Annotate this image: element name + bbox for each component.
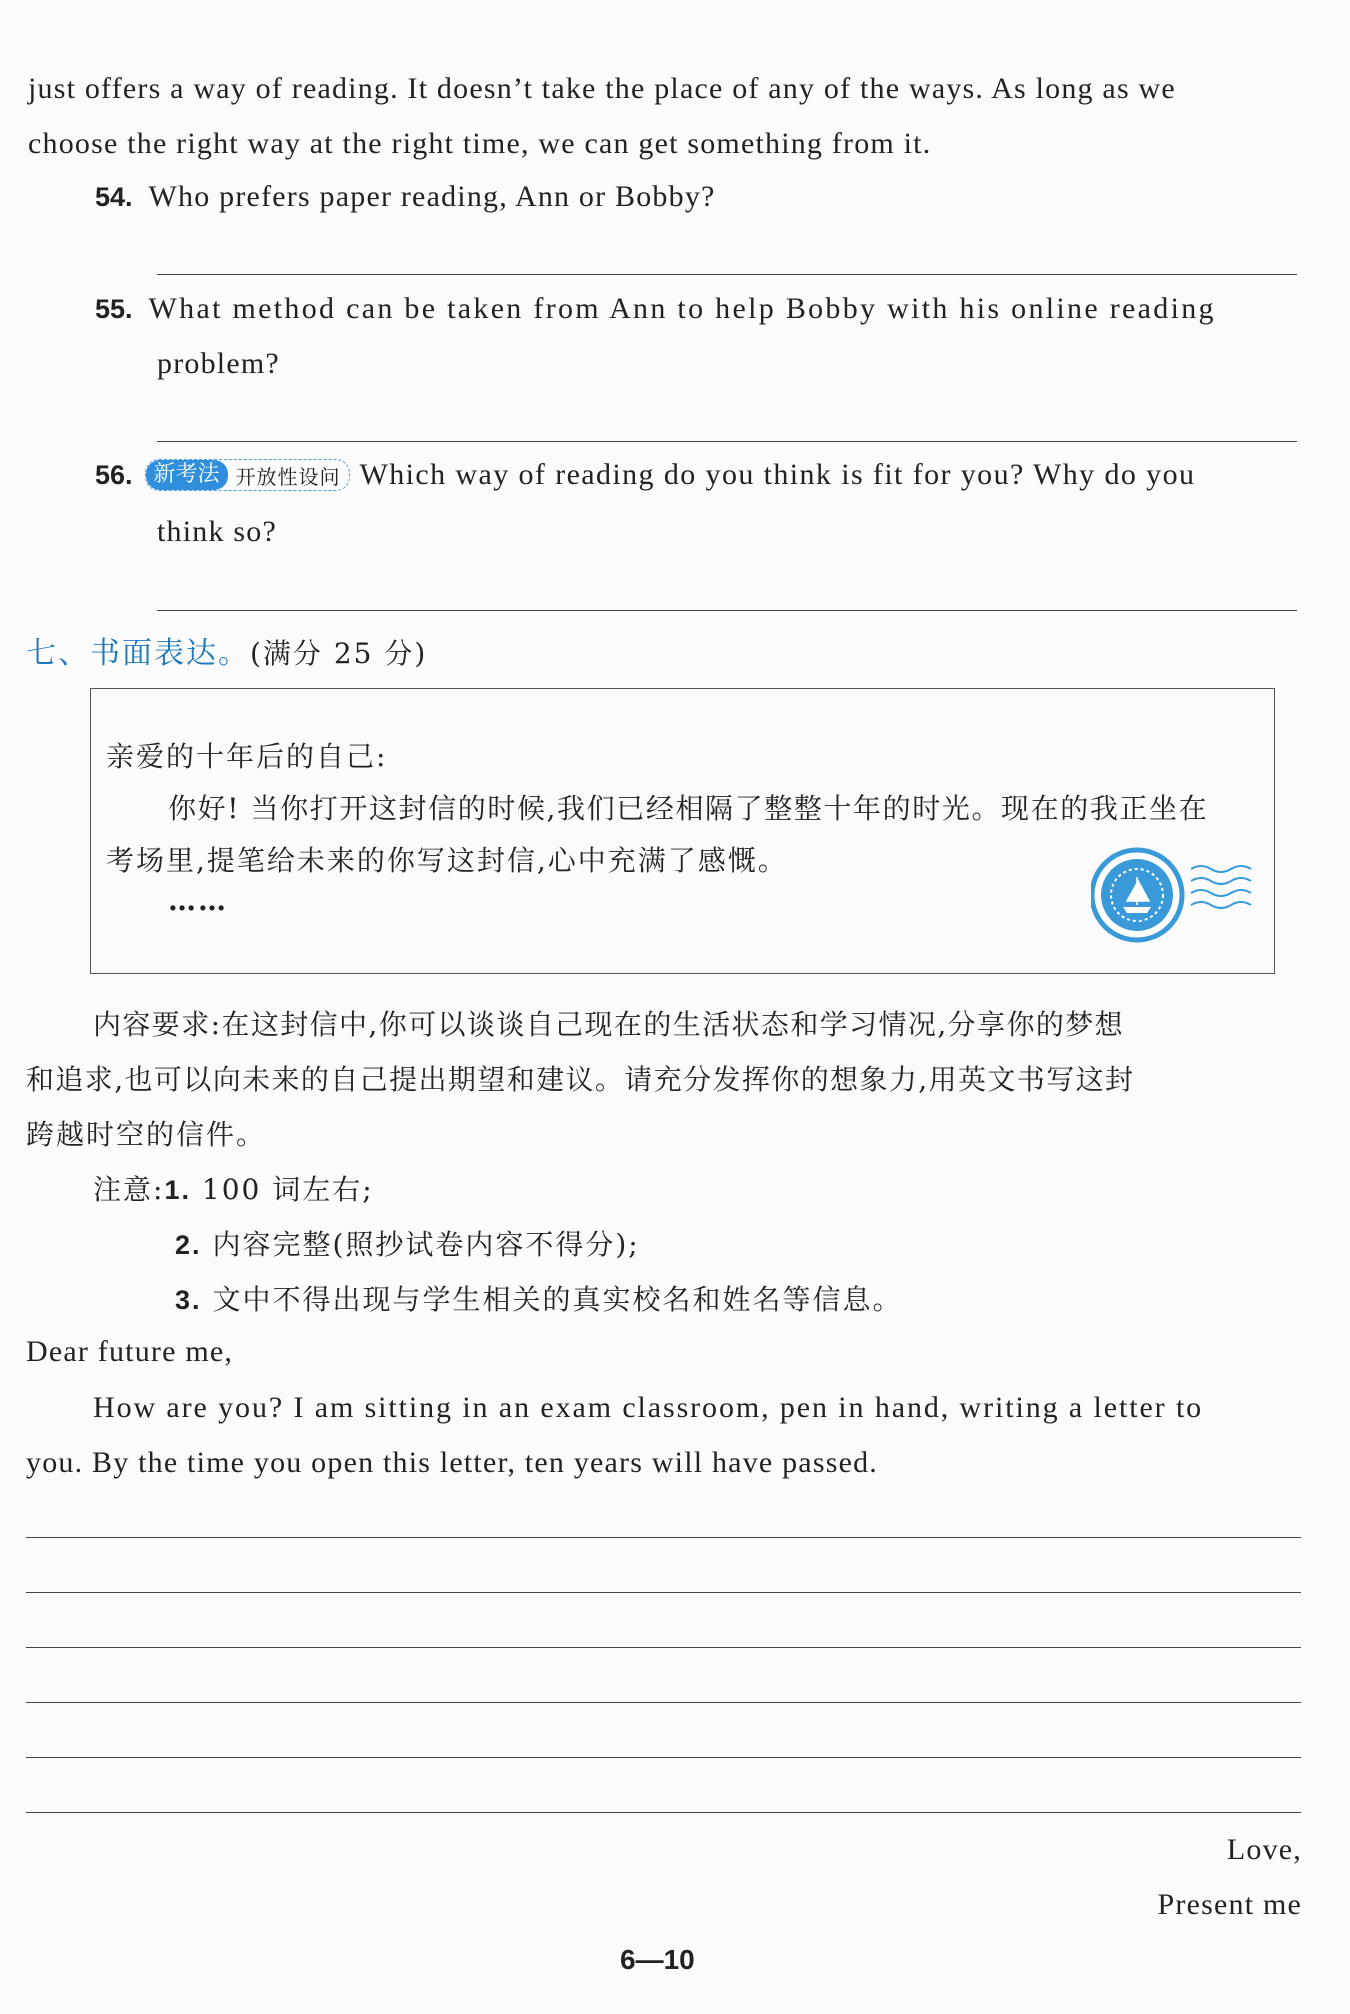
question-text: What method can be taken from Ann to help Bobby with his online reading [148, 292, 1216, 325]
section-score: (满分 25 分) [250, 637, 428, 670]
new-method-tag: 新考法 [146, 460, 228, 490]
requirement-line: 内容要求:在这封信中,你可以谈谈自己现在的生活状态和学习情况,分享你的梦想 [93, 1008, 1125, 1041]
passage-line: just offers a way of reading. It doesn’t take the place of any of the ways. As long as we [28, 72, 1176, 105]
passage-line: choose the right way at the right time, we can get something from it. [28, 127, 932, 160]
postmark-stamp-icon [1091, 839, 1261, 949]
requirement-line: 和追求,也可以向未来的自己提出期望和建议。请充分发挥你的想象力,用英文书写这封 [26, 1063, 1135, 1096]
question-56 [95, 458, 1195, 492]
writing-line[interactable] [26, 1812, 1301, 1813]
question-55 [95, 292, 1216, 326]
writing-line[interactable] [26, 1647, 1301, 1648]
note-number: 3. [175, 1285, 202, 1315]
question-number: 56. [95, 459, 133, 490]
answer-line[interactable] [157, 274, 1297, 275]
question-text-cont: think so? [157, 515, 277, 548]
writing-line[interactable] [26, 1702, 1301, 1703]
note-item-2 [175, 1223, 640, 1263]
answer-line[interactable] [157, 610, 1297, 611]
letter-salutation: Dear future me, [26, 1335, 234, 1368]
note-text: 文中不得出现与学生相关的真实校名和姓名等信息。 [212, 1283, 903, 1316]
prompt-letter-box [90, 688, 1275, 974]
open-question-tag: 开放性设问 [235, 464, 341, 489]
letter-greeting: 亲爱的十年后的自己: [106, 740, 388, 773]
letter-line: 你好! 当你打开这封信的时候,我们已经相隔了整整十年的时光。现在的我正坐在 [168, 792, 1209, 825]
writing-line[interactable] [26, 1537, 1301, 1538]
page-number: 6—10 [620, 1944, 695, 1975]
letter-body-line: you. By the time you open this letter, ten years will have passed. [26, 1446, 878, 1479]
question-text-cont: problem? [157, 347, 280, 380]
writing-line[interactable] [26, 1592, 1301, 1593]
question-text: Who prefers paper reading, Ann or Bobby? [148, 180, 716, 213]
letter-signature: Present me [1157, 1888, 1302, 1921]
note-text: 100 词左右; [201, 1173, 374, 1206]
note-text: 内容完整(照抄试卷内容不得分); [212, 1228, 640, 1261]
writing-line[interactable] [26, 1757, 1301, 1758]
question-number: 55. [95, 294, 133, 324]
letter-line: 考场里,提笔给未来的你写这封信,心中充满了感慨。 [106, 844, 788, 877]
note-number: 1. [164, 1175, 191, 1205]
question-text: Which way of reading do you think is fit for you? Why do you [359, 458, 1196, 491]
section-title-text: 七、书面表达。 [26, 636, 250, 671]
note-item-3 [175, 1278, 902, 1318]
note-number: 2. [175, 1230, 202, 1260]
requirement-line: 跨越时空的信件。 [26, 1118, 267, 1151]
letter-body-line: How are you? I am sitting in an exam classroom, pen in hand, writing a letter to [93, 1391, 1204, 1424]
question-54 [95, 180, 716, 214]
answer-line[interactable] [157, 441, 1297, 442]
question-type-tag [145, 459, 350, 491]
note-item-1 [93, 1168, 374, 1208]
section-title [26, 628, 427, 672]
note-label: 注意: [93, 1173, 165, 1206]
question-number: 54. [95, 182, 133, 212]
letter-closing: Love, [1226, 1833, 1302, 1866]
letter-ellipsis: …… [168, 884, 228, 917]
